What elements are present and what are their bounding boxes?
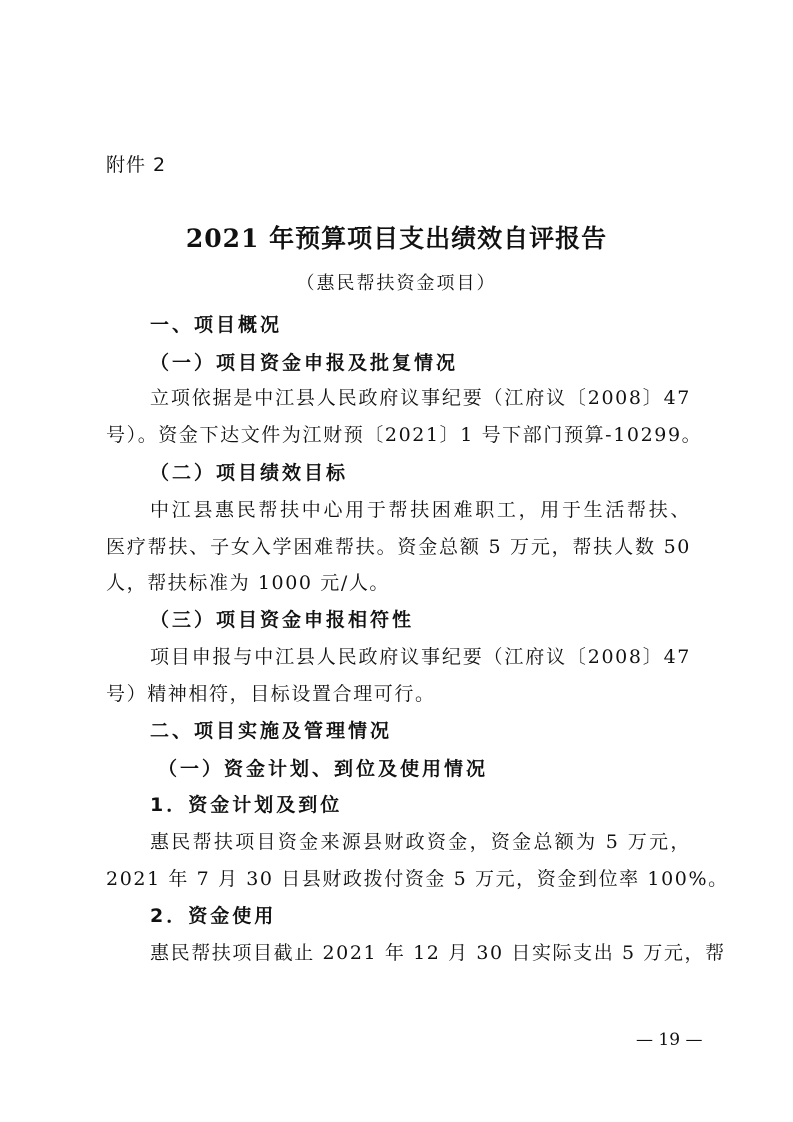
paragraph-line: 项目申报与中江县人民政府议事纪要（江府议〔2008〕47 xyxy=(150,646,691,668)
paragraph-line: 中江县惠民帮扶中心用于帮扶困难职工，用于生活帮扶、 xyxy=(150,499,691,521)
paragraph-line: 医疗帮扶、子女入学困难帮扶。资金总额 5 万元，帮扶人数 50 xyxy=(106,536,691,558)
paragraph-line: 惠民帮扶项目资金来源县财政资金，资金总额为 5 万元， xyxy=(150,831,691,853)
item-heading-2-1-2: 2．资金使用 xyxy=(150,905,277,927)
section-heading-2: 二、项目实施及管理情况 xyxy=(150,720,393,742)
subsection-heading-1-2: （二）项目绩效目标 xyxy=(150,462,349,484)
subsection-heading-1-3: （三）项目资金申报相符性 xyxy=(150,609,415,631)
page-number: — 19 — xyxy=(636,1030,703,1050)
paragraph-line: 号）精神相符，目标设置合理可行。 xyxy=(106,683,436,705)
item-heading-2-1-1: 1．资金计划及到位 xyxy=(150,794,343,816)
section-heading-1: 一、项目概况 xyxy=(150,314,283,336)
paragraph-line: 惠民帮扶项目截止 2021 年 12 月 30 日实际支出 5 万元，帮 xyxy=(150,942,726,964)
paragraph-line: 2021 年 7 月 30 日县财政拨付资金 5 万元，资金到位率 100%。 xyxy=(106,868,729,890)
document-subtitle: （惠民帮扶资金项目） xyxy=(296,273,497,294)
subsection-heading-1-1: （一）项目资金申报及批复情况 xyxy=(150,352,459,374)
paragraph-line: 立项依据是中江县人民政府议事纪要（江府议〔2008〕47 xyxy=(150,387,691,409)
document-title: 2021 年预算项目支出绩效自评报告 xyxy=(185,224,608,253)
subsection-heading-2-1: （一）资金计划、到位及使用情况 xyxy=(158,758,489,780)
paragraph-line: 号）。资金下达文件为江财预〔2021〕1 号下部门预算-10299。 xyxy=(106,424,703,446)
paragraph-line: 人，帮扶标准为 1000 元/人。 xyxy=(106,572,391,594)
attachment-label: 附件 2 xyxy=(106,154,167,176)
